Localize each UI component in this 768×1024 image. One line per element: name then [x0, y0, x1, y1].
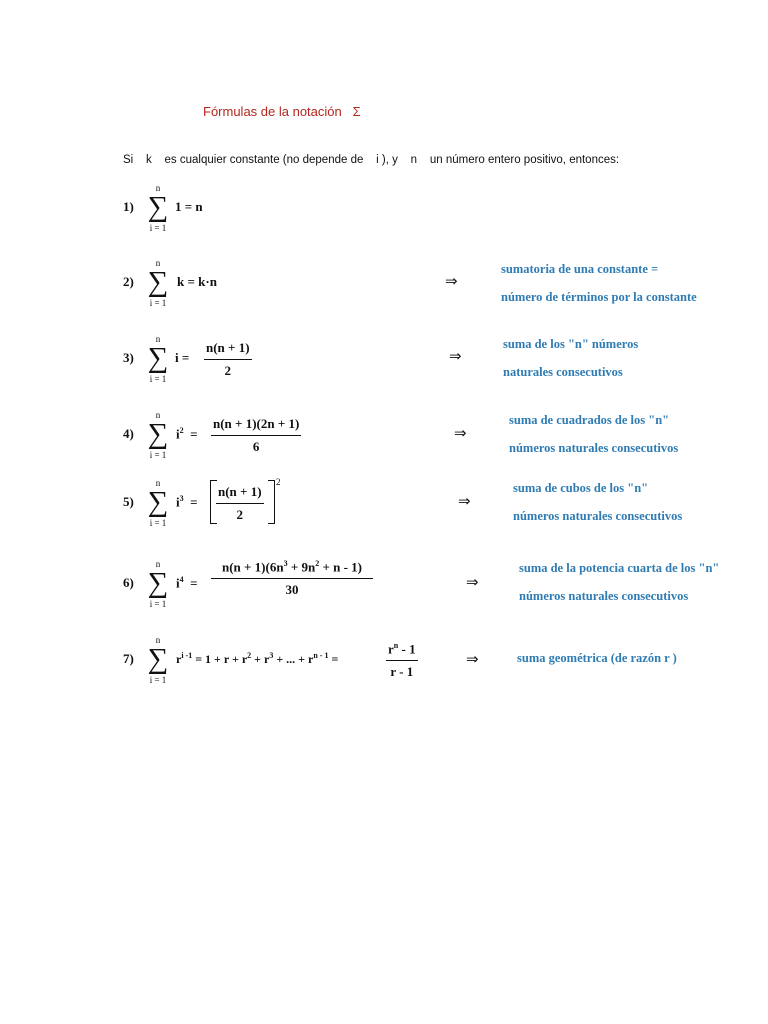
fraction-numerator: [386, 641, 418, 661]
description-line-1: suma de la potencia cuarta de los "n": [519, 561, 720, 575]
formula-number: 2): [123, 274, 134, 289]
formula-description: [513, 474, 682, 530]
lhs-base: i: [176, 426, 180, 442]
description-line-2: números naturales consecutivos: [513, 509, 683, 523]
fraction-denominator: r - 1: [390, 664, 414, 680]
numerator-exponent: 3: [283, 559, 288, 568]
lhs-exponent: 3: [179, 494, 184, 503]
rhs-part: + r: [251, 652, 270, 666]
sigma-icon: ∑: [147, 643, 169, 675]
sigma-lower-limit: i = 1: [149, 675, 167, 685]
implies-arrow-icon: ⇒: [454, 426, 467, 442]
formula-description: [503, 330, 638, 386]
sigma-upper-limit: n: [155, 478, 161, 488]
formula-expression: [176, 651, 338, 667]
sigma-upper-limit: n: [155, 635, 161, 645]
formula-expression: 1 = n: [175, 199, 203, 214]
formula-description: [501, 255, 697, 311]
equals-sign: =: [190, 575, 198, 591]
description-line-1: suma de cubos de los "n": [513, 481, 649, 495]
numerator-part: n(n + 1)(6n: [221, 559, 284, 575]
sigma-lower-limit: i = 1: [149, 518, 167, 528]
lhs-base: r: [176, 652, 182, 666]
sigma-lower-limit: i = 1: [149, 374, 167, 384]
sigma-lower-limit: i = 1: [149, 298, 167, 308]
fraction-denominator: 30: [285, 582, 299, 598]
fraction-denominator: 6: [252, 439, 260, 454]
implies-arrow-icon: ⇒: [458, 494, 471, 510]
equals-sign: =: [190, 494, 198, 510]
description-line-1: suma de los "n" números: [503, 337, 639, 351]
sigma-lower-limit: i = 1: [149, 599, 167, 609]
numerator-part: r: [388, 641, 394, 657]
description-line-1: suma de cuadrados de los "n": [509, 413, 670, 427]
sigma-upper-limit: n: [155, 183, 161, 193]
sigma-lower-limit: i = 1: [149, 450, 167, 460]
sigma-upper-limit: n: [155, 258, 161, 268]
sigma-icon: ∑: [147, 418, 169, 450]
equals-sign: =: [190, 426, 198, 442]
fraction-numerator: n(n + 1): [204, 340, 252, 360]
formula-number: 5): [123, 494, 134, 509]
sigma-icon: ∑: [147, 266, 169, 298]
formula-fraction: [211, 559, 373, 598]
formula-lhs: [176, 575, 198, 591]
formula-description: [517, 644, 677, 672]
fraction-numerator: n(n + 1)(2n + 1): [211, 416, 301, 436]
formula-fraction: [216, 484, 264, 523]
numerator-part: + 9n: [287, 559, 316, 575]
right-bracket: [268, 480, 275, 524]
formula-number: 1): [123, 199, 134, 214]
lhs-base: i: [176, 494, 180, 510]
numerator-exponent: 2: [315, 559, 320, 568]
sigma-upper-limit: n: [155, 559, 161, 569]
fraction-numerator: [211, 559, 373, 579]
formula-expression: k = k·n: [177, 274, 217, 289]
numerator-part: - 1: [398, 641, 416, 657]
formula-lhs: i =: [175, 350, 190, 365]
implies-arrow-icon: ⇒: [466, 575, 479, 591]
description-line-2: número de términos por la constante: [501, 290, 697, 304]
rhs-exponent: 3: [269, 651, 274, 660]
rhs-part: = 1 + r + r: [192, 652, 248, 666]
formula-number: 3): [123, 350, 134, 365]
formula-lhs: [176, 426, 198, 442]
sigma-upper-limit: n: [155, 410, 161, 420]
rhs-part: + ... + r: [273, 652, 314, 666]
formula-number: 6): [123, 575, 134, 590]
lhs-exponent: 2: [179, 426, 184, 435]
sigma-icon: ∑: [147, 191, 169, 223]
formula-description: [509, 406, 678, 462]
formula-number: 4): [123, 426, 134, 441]
formula-fraction: [204, 340, 252, 379]
sigma-icon: ∑: [147, 342, 169, 374]
formula-fraction: [211, 416, 301, 455]
sigma-lower-limit: i = 1: [149, 223, 167, 233]
fraction-denominator: 2: [224, 363, 232, 378]
rhs-exponent: 2: [247, 651, 252, 660]
rhs-exponent: n - 1: [313, 651, 329, 660]
description-line-1: sumatoria de una constante =: [501, 262, 659, 276]
formula-lhs: [176, 494, 198, 510]
page-title: Fórmulas de la notación Σ: [203, 104, 361, 119]
implies-arrow-icon: ⇒: [466, 652, 479, 668]
description-line-2: naturales consecutivos: [503, 365, 623, 379]
lhs-exponent: i -1: [181, 651, 193, 660]
sigma-icon: ∑: [147, 567, 169, 599]
implies-arrow-icon: ⇒: [445, 274, 458, 290]
implies-arrow-icon: ⇒: [449, 349, 462, 365]
fraction-numerator: n(n + 1): [216, 484, 264, 504]
sigma-upper-limit: n: [155, 334, 161, 344]
description-line-2: números naturales consecutivos: [509, 441, 679, 455]
fraction-denominator: 2: [236, 507, 244, 522]
sigma-icon: ∑: [147, 486, 169, 518]
formula-fraction: [386, 641, 418, 680]
lhs-exponent: 4: [179, 575, 184, 584]
formula-description: [519, 554, 719, 610]
description-line-2: números naturales consecutivos: [519, 589, 689, 603]
description-line-1: suma geométrica (de razón r ): [517, 651, 677, 665]
rhs-part: =: [328, 652, 339, 666]
formula-number: 7): [123, 651, 134, 666]
intro-text: Si k es cualquier constante (no depende de i ), y n un número entero positivo, entonces:: [123, 154, 620, 166]
bracket-exponent: 2: [276, 477, 281, 487]
lhs-base: i: [176, 575, 180, 591]
numerator-part: + n - 1): [319, 559, 363, 575]
numerator-exponent: n: [393, 641, 399, 650]
